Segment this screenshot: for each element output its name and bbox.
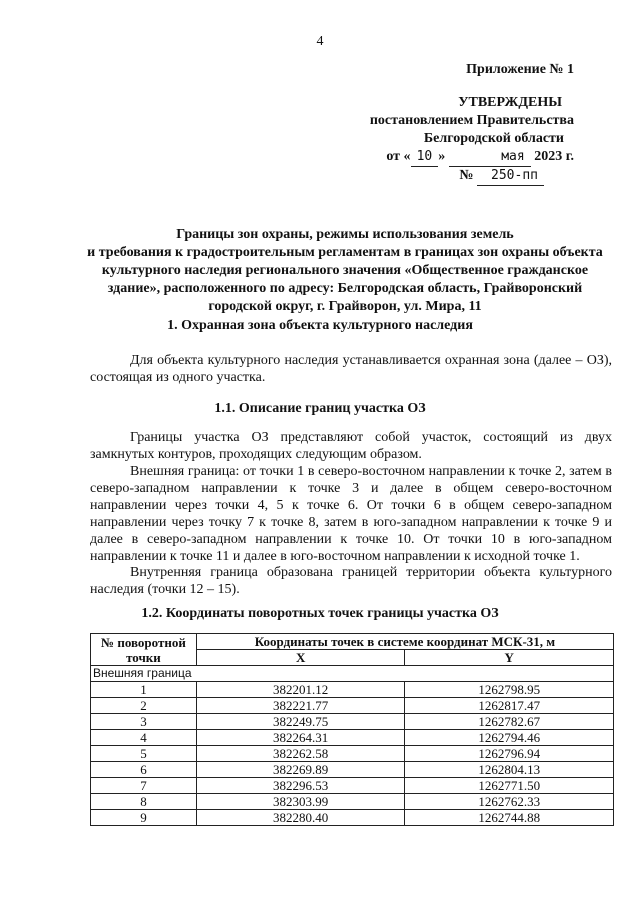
coord-y: 1262804.13 xyxy=(405,762,614,778)
coord-y: 1262762.33 xyxy=(405,794,614,810)
point-number: 9 xyxy=(91,810,197,826)
coord-x: 382262.58 xyxy=(196,746,405,762)
point-number: 8 xyxy=(91,794,197,810)
document-title: Границы зон охраны, режимы использования земель и требования к градостроительным регламентам в границах зон охраны объекта культурного наследия регионального значения «Общественное гражданское здание», расположенного по адресу: Белгородская область, Грайворонский городской округ, г. Грайворон, ул. Мира, 11 xyxy=(87,227,603,314)
approval-line2: Белгородской области xyxy=(423,131,564,146)
approval-date: от « 10 » мая 2023 г. xyxy=(370,148,574,167)
table-row xyxy=(91,698,614,714)
appendix-label: Приложение № 1 xyxy=(466,62,574,77)
table-row xyxy=(91,746,614,762)
coordinates-table xyxy=(90,633,614,826)
approval-line1: постановлением Правительства xyxy=(369,113,574,128)
table-row xyxy=(91,794,614,810)
date-year: 2023 г. xyxy=(534,149,574,164)
point-number: 2 xyxy=(91,698,197,714)
point-number: 6 xyxy=(91,762,197,778)
table-row xyxy=(91,778,614,794)
coord-x: 382269.89 xyxy=(196,762,405,778)
col-y-header: Y xyxy=(405,650,614,666)
point-number: 4 xyxy=(91,730,197,746)
coord-x: 382296.53 xyxy=(196,778,405,794)
point-number: 5 xyxy=(91,746,197,762)
point-number: 1 xyxy=(91,682,197,698)
section11-p2: Внешняя граница: от точки 1 в северо-восточном направлении к точке 2, затем в северо-западном направлении к точке 3 и далее в общем северо-восточном направлении через точки 4, 5 к точке 6. От точки 6 в общем северо-западном направлении через точку 7 к точке 8, затем в юго-западном направлении к точке 9 и далее в северо-западном направлении к точке 10. От точки 10 в юго-западном направлении к точке 11 и далее в юго-восточном направлении к исходной точке 1. xyxy=(90,464,612,564)
table-row xyxy=(91,730,614,746)
coord-y: 1262794.46 xyxy=(405,730,614,746)
coord-y: 1262744.88 xyxy=(405,810,614,826)
coord-x: 382303.99 xyxy=(196,794,405,810)
coord-y: 1262796.94 xyxy=(405,746,614,762)
col-x-header: X xyxy=(196,650,405,666)
coord-y: 1262798.95 xyxy=(405,682,614,698)
table-row xyxy=(91,714,614,730)
coord-y: 1262771.50 xyxy=(405,778,614,794)
coord-x: 382264.31 xyxy=(196,730,405,746)
coord-x: 382201.12 xyxy=(196,682,405,698)
group-row-outer: Внешняя граница xyxy=(91,666,614,682)
date-day: 10 xyxy=(411,148,439,167)
number-value: 250-пп xyxy=(477,167,544,186)
coord-y: 1262817.47 xyxy=(405,698,614,714)
col-point-header: № поворотной точки xyxy=(91,634,197,666)
coord-y: 1262782.67 xyxy=(405,714,614,730)
date-month: мая xyxy=(449,148,531,167)
table-row xyxy=(91,682,614,698)
coord-x: 382249.75 xyxy=(196,714,405,730)
table-row xyxy=(91,810,614,826)
approval-heading: УТВЕРЖДЕНЫ xyxy=(458,95,562,110)
section11-heading: 1.1. Описание границ участка ОЗ xyxy=(214,401,426,416)
point-number: 7 xyxy=(91,778,197,794)
section11-p1: Границы участка ОЗ представляют собой участок, состоящий из двух замкнутых контуров, проходящих следующим образом. xyxy=(90,430,612,462)
col-coords-header: Координаты точек в системе координат МСК-31, м xyxy=(196,634,613,650)
coord-x: 382280.40 xyxy=(196,810,405,826)
point-number: 3 xyxy=(91,714,197,730)
page-number: 4 xyxy=(316,34,324,49)
coord-x: 382221.77 xyxy=(196,698,405,714)
approval-number: № 250-пп xyxy=(370,167,544,186)
section11-p3: Внутренняя граница образована границей территории объекта культурного наследия (точки 12 – 15). xyxy=(90,565,612,597)
section1-text: Для объекта культурного наследия устанавливается охранная зона (далее – ОЗ), состоящая из одного участка. xyxy=(90,353,612,385)
table-row xyxy=(91,762,614,778)
section1-heading: 1. Охранная зона объекта культурного наследия xyxy=(167,318,473,333)
section12-heading: 1.2. Координаты поворотных точек границы участка ОЗ xyxy=(141,606,499,621)
approval-block xyxy=(370,94,574,186)
